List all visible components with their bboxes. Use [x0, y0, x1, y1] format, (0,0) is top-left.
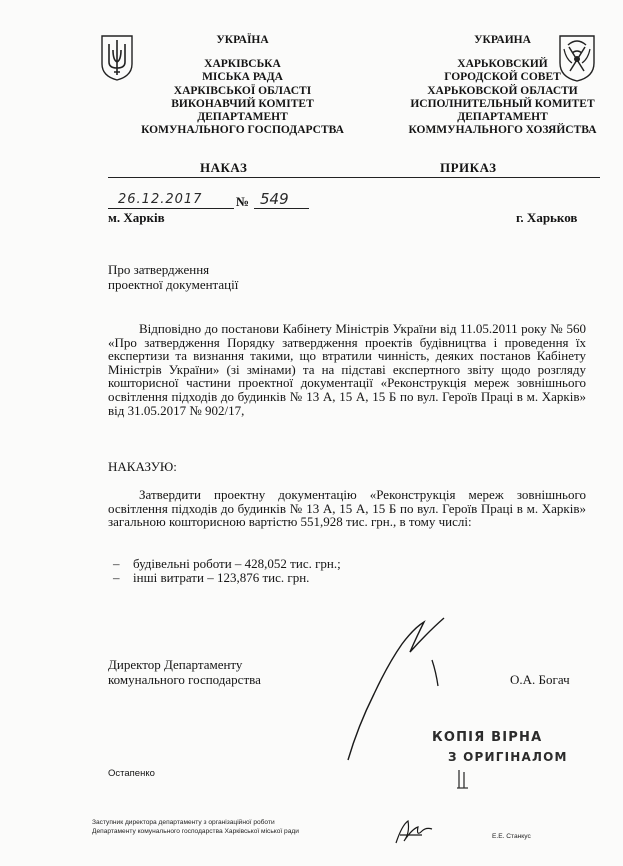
header-right-line: ХАРЬКОВСКИЙ: [457, 58, 548, 71]
header-right-line: ГОРОДСКОЙ СОВЕТ: [444, 71, 561, 84]
header-right-country: УКРАИНА: [474, 34, 531, 46]
decision-paragraph: Затвердити проектну документацію «Реконструкція мереж зовнішнього освітлення підходів до будинків № 13 А, 15 А, 15 Б по вул. Героїв Праці в м. Харків» загальною кошторисною вартістю 551,928 тис. грн., в тому числі:: [108, 487, 586, 530]
header-divider: [108, 177, 600, 178]
header-left: [125, 34, 360, 137]
order-word: НАКАЗУЮ:: [108, 459, 177, 474]
order-number-underline: [254, 208, 309, 209]
header-left-line: МІСЬКА РАДА: [202, 71, 283, 84]
order-number-sign: №: [236, 194, 250, 209]
doc-type-ru: ПРИКАЗ: [440, 160, 497, 175]
cost-items-list: [108, 557, 508, 584]
certifier-signature: [392, 815, 436, 849]
signatory-position-line: Директор Департаменту: [108, 657, 243, 672]
signatory-position-line: комунального господарства: [108, 672, 261, 687]
header-left-line: ВИКОНАВЧИЙ КОМІТЕТ: [171, 97, 314, 110]
signatory-position: [108, 657, 261, 687]
city-ru: г. Харьков: [516, 210, 578, 225]
subject-line: Про затвердження: [108, 262, 210, 277]
copy-stamp-line-2: З ОРИГІНАЛОМ: [448, 750, 568, 764]
executor-name: Остапенко: [108, 768, 155, 779]
preamble-paragraph: Відповідно до постанови Кабінету Міністрів України від 11.05.2011 року № 560 «Про затвердження Порядку затвердження проектів будівництва і проведення їх експертизи та визнання такими, що втратили чинність, деяких постанов Кабінету Міністрів України» (зі змінами) та на підставі експертного звіту щодо розгляду кошторисної частини проектної документації «Реконструкція мереж зовнішнього освітлення підходів до будинків № 13 А, 15 А, 15 Б по вул. Героїв Праці в м. Харків» від 31.05.2017 № 902/17,: [108, 321, 586, 418]
doc-type-ua: НАКАЗ: [200, 160, 248, 175]
header-right-line: ХАРЬКОВСКОЙ ОБЛАСТИ: [427, 84, 578, 97]
list-item: – будівельні роботи – 428,052 тис. грн.;: [108, 557, 508, 571]
header-left-country: УКРАЇНА: [216, 34, 269, 46]
footer-position-line: Заступник директора департаменту з організаційної роботи: [92, 819, 275, 826]
city-ua: м. Харків: [108, 210, 165, 225]
document-subject: [108, 262, 238, 292]
footer-certifier-name: Е.Е. Станкус: [492, 833, 531, 840]
header-right-line: ДЕПАРТАМЕНТ: [457, 111, 548, 124]
header-left-line: ДЕПАРТАМЕНТ: [197, 111, 288, 124]
subject-line: проектної документації: [108, 277, 239, 292]
header-left-line: ХАРКІВСЬКА: [204, 58, 281, 71]
header-right-line: ИСПОЛНИТЕЛЬНЫЙ КОМИТЕТ: [410, 97, 595, 110]
signatory-name: О.А. Богач: [510, 672, 570, 687]
header-left-line: ХАРКІВСЬКОЇ ОБЛАСТІ: [173, 84, 312, 97]
copy-stamp-line-1: КОПІЯ ВІРНА: [432, 730, 543, 745]
header-left-line: КОМУНАЛЬНОГО ГОСПОДАРСТВА: [141, 124, 344, 137]
header-right: [395, 34, 610, 137]
footer-certifier-position: [92, 818, 299, 836]
list-item: – інші витрати – 123,876 тис. грн.: [108, 571, 508, 585]
stamp-mark-icon: [456, 768, 470, 790]
order-date-underline: [108, 208, 234, 209]
header-right-line: КОММУНАЛЬНОГО ХОЗЯЙСТВА: [408, 124, 597, 137]
footer-position-line: Департаменту комунального господарства Харківської міської ради: [92, 828, 299, 835]
order-number: 549: [260, 190, 289, 208]
order-date: 26.12.2017: [118, 192, 203, 207]
